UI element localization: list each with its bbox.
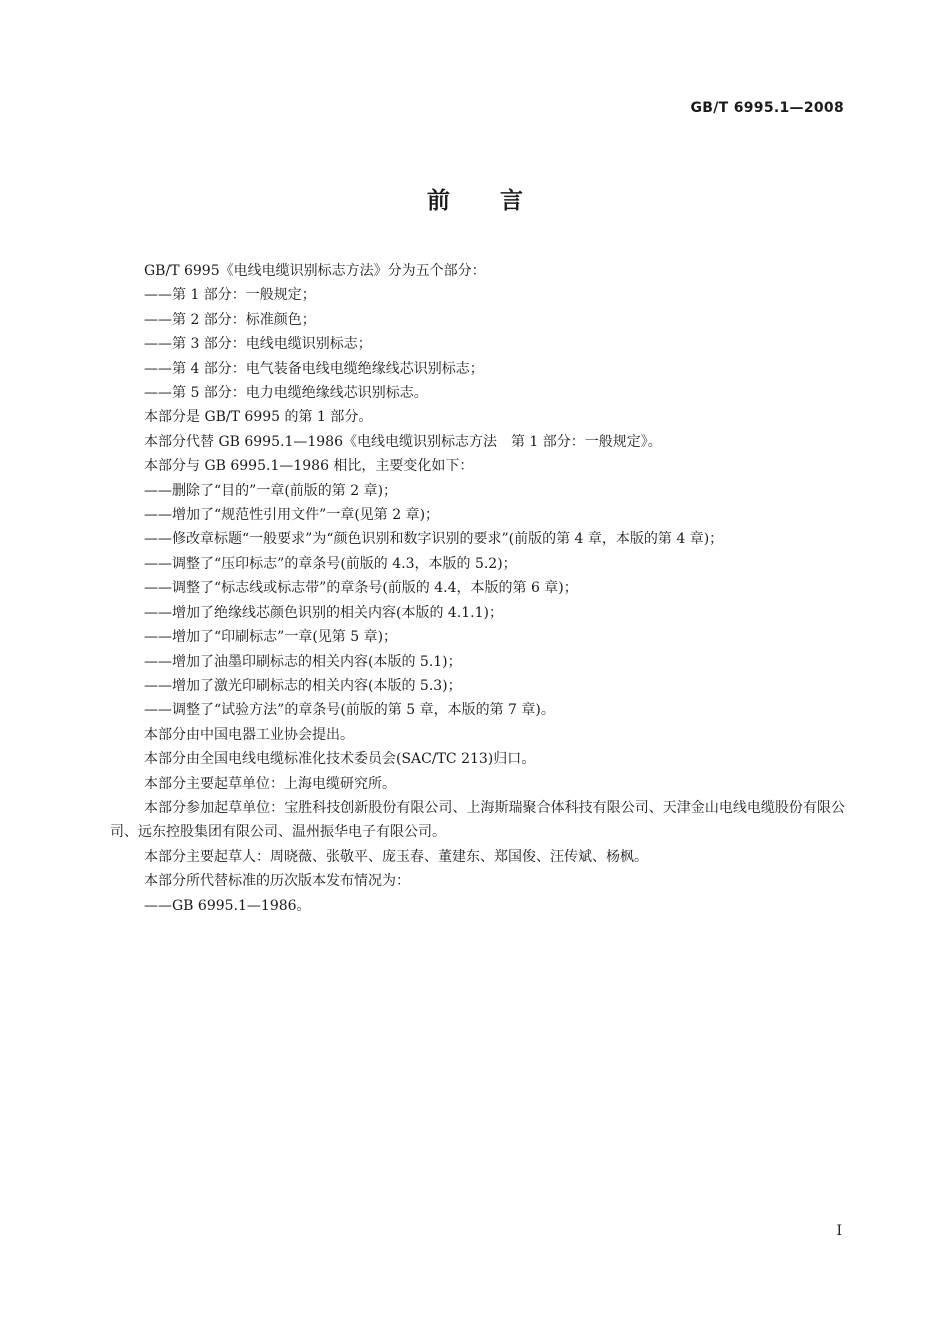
list-item-part-3: ——第 3 部分：电线电缆识别标志； [144,336,372,353]
page-number: I [836,1223,842,1239]
paragraph-proposed-by: 本部分由中国电器工业协会提出。 [144,726,354,743]
paragraph-administered-by: 本部分由全国电线电缆标准化技术委员会(SAC/TC 213)归口。 [144,751,536,768]
paragraph-main-drafters: 本部分主要起草人：周晓薇、张敬平、庞玉春、董建东、郑国俊、汪传斌、杨枫。 [144,848,648,865]
paragraph-replaces: 本部分代替 GB 6995.1—1986《电线电缆识别标志方法 第 1 部分：一般规定》。 [144,433,662,450]
document-body [110,259,845,918]
list-item-change-8: ——增加了油墨印刷标志的相关内容(本版的 5.1)； [144,653,462,670]
list-item-change-9: ——增加了激光印刷标志的相关内容(本版的 5.3)； [144,677,462,694]
list-item-change-1: ——删除了“目的”一章(前版的第 2 章)； [144,482,398,499]
page-title: 前言 [427,188,573,214]
standard-code-header: GB/T 6995.1—2008 [690,100,844,116]
list-item-part-1: ——第 1 部分：一般规定； [144,287,316,304]
paragraph-changes-intro: 本部分与 GB 6995.1—1986 相比，主要变化如下： [144,458,474,475]
paragraph-previous-editions: 本部分所代替标准的历次版本发布情况为： [144,873,410,890]
list-item-change-7: ——增加了“印刷标志”一章(见第 5 章)； [144,629,398,646]
list-item-change-6: ——增加了绝缘线芯颜色识别的相关内容(本版的 4.1.1)； [144,604,503,621]
paragraph-participating-units: 本部分参加起草单位：宝胜科技创新股份有限公司、上海斯瑞聚合体科技有限公司、天津金山电线电缆股份有限公司、远东控股集团有限公司、温州振华电子有限公司。 [110,799,845,841]
list-item-part-2: ——第 2 部分：标准颜色； [144,311,316,328]
paragraph-part-intro: GB/T 6995《电线电缆识别标志方法》分为五个部分： [144,263,486,279]
list-item-change-10: ——调整了“试验方法”的章条号(前版的第 5 章，本版的第 7 章)。 [144,702,555,719]
list-item-change-2: ——增加了“规范性引用文件”一章(见第 2 章)； [144,507,440,524]
paragraph-this-part: 本部分是 GB/T 6995 的第 1 部分。 [144,409,373,426]
list-item-part-5: ——第 5 部分：电力电缆绝缘线芯识别标志。 [144,385,428,402]
list-item-change-5: ——调整了“标志线或标志带”的章条号(前版的 4.4，本版的第 6 章)； [144,580,578,597]
list-item-previous-edition: ——GB 6995.1—1986。 [144,897,311,914]
paragraph-main-drafting-unit: 本部分主要起草单位：上海电缆研究所。 [144,775,396,792]
list-item-change-3: ——修改章标题“一般要求”为“颜色识别和数字识别的要求”(前版的第 4 章，本版的第 4 章)； [144,531,724,548]
list-item-change-4: ——调整了“压印标志”的章条号(前版的 4.3，本版的 5.2)； [144,555,517,572]
list-item-part-4: ——第 4 部分：电气装备电线电缆绝缘线芯识别标志； [144,360,484,377]
